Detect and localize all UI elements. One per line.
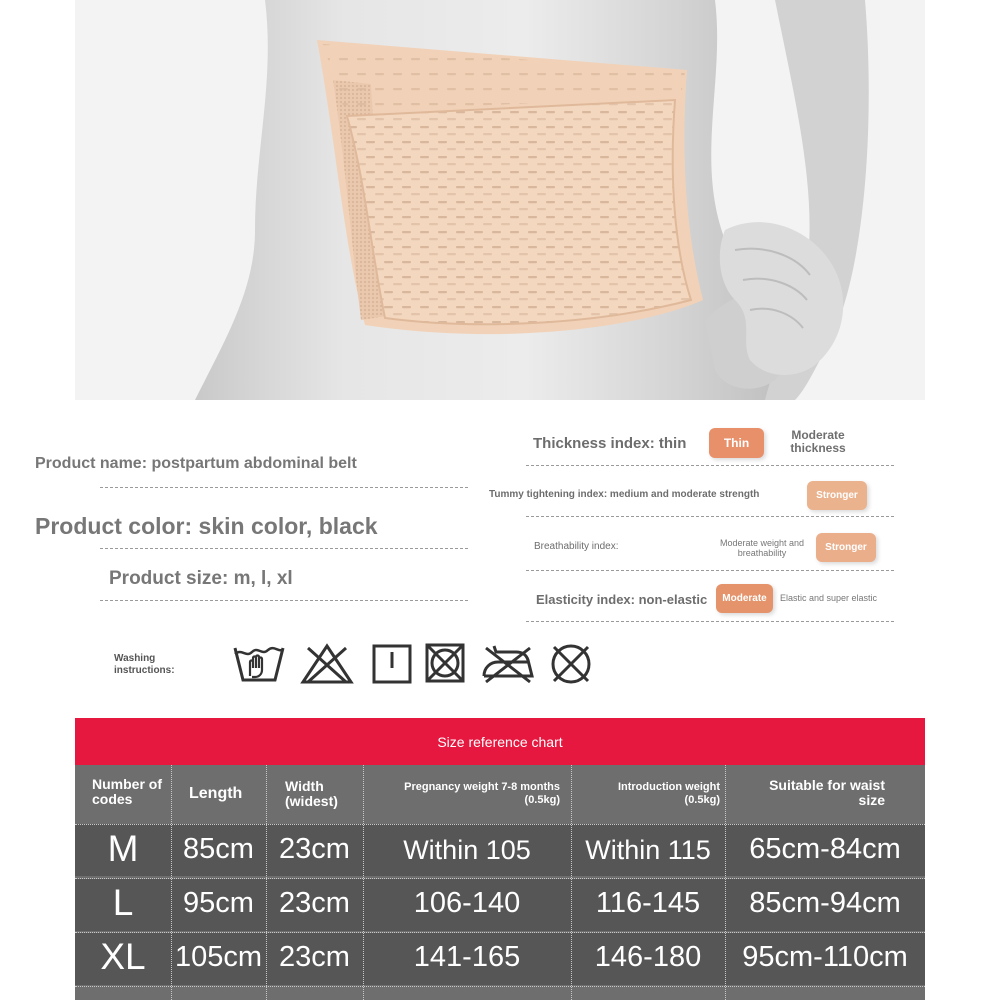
size-cell: XL <box>100 936 146 977</box>
elasticity-index-note: Elastic and super elastic <box>780 593 878 603</box>
header-width: Width (widest) <box>285 778 338 809</box>
divider <box>526 516 894 517</box>
tummy-index-label: Tummy tightening index: medium and moderate strength <box>489 489 760 500</box>
row-divider <box>75 932 925 933</box>
waist-size-cell: 65cm-84cm <box>749 833 901 865</box>
size-cell: L <box>112 882 134 923</box>
header-introduction-weight: Introduction weight (0.5kg) <box>617 781 720 806</box>
width-cell: 23cm <box>279 833 350 865</box>
size-chart-table <box>75 765 925 1000</box>
length-cell: 85cm <box>183 833 254 865</box>
pregnancy-weight-cell: 106-140 <box>413 887 521 919</box>
row-divider <box>75 986 925 987</box>
no-bleach-icon <box>300 640 354 686</box>
waist-size-cell: 95cm-110cm <box>742 941 908 973</box>
elasticity-index-label: Elasticity index: non-elastic <box>536 592 708 607</box>
breathability-index-badge: Stronger <box>816 533 876 562</box>
belt-photo-illustration <box>75 0 925 400</box>
thickness-index-badge: Thin <box>709 428 764 458</box>
product-photo <box>75 0 925 400</box>
size-chart-title: Size reference chart <box>75 718 925 765</box>
size-cell: M <box>107 828 139 869</box>
divider <box>526 570 894 571</box>
hand-wash-icon <box>232 640 286 686</box>
breathability-index-note: Moderate weight and breathability <box>719 538 805 558</box>
line-dry-icon <box>372 640 412 686</box>
row-divider <box>75 878 925 879</box>
divider <box>526 465 894 466</box>
length-cell: 95cm <box>183 887 254 919</box>
pregnancy-weight-cell: 141-165 <box>413 941 521 973</box>
waist-size-cell: 85cm-94cm <box>749 887 901 919</box>
introduction-weight-cell: 116-145 <box>595 887 701 919</box>
thickness-index-note: Moderate thickness <box>790 428 846 455</box>
width-cell: 23cm <box>279 887 350 919</box>
introduction-weight-cell: 146-180 <box>594 941 702 973</box>
length-cell: 105cm <box>174 941 263 973</box>
thickness-index-label: Thickness index: thin <box>533 435 687 452</box>
tummy-index-badge: Stronger <box>807 481 867 510</box>
elasticity-index-badge: Moderate <box>716 584 773 613</box>
product-name: Product name: postpartum abdominal belt <box>35 455 357 472</box>
no-iron-icon <box>480 640 536 686</box>
divider <box>100 487 468 488</box>
width-cell: 23cm <box>279 941 350 973</box>
header-number-of-codes: Number of codes <box>92 776 162 807</box>
no-dry-clean-icon <box>548 640 594 686</box>
breathability-index-label: Breathability index: <box>534 541 619 552</box>
introduction-weight-cell: Within 115 <box>585 835 711 865</box>
divider <box>100 600 468 601</box>
no-tumble-dry-icon <box>424 640 466 686</box>
header-waist-size: Suitable for waist size <box>769 777 885 808</box>
product-color: Product color: skin color, black <box>35 513 378 539</box>
washing-instructions-label: Washing instructions: <box>114 653 175 676</box>
divider <box>100 548 468 549</box>
row-divider <box>75 824 925 825</box>
product-size: Product size: m, l, xl <box>109 568 293 589</box>
header-pregnancy-weight: Pregnancy weight 7-8 months (0.5kg) <box>404 781 560 806</box>
divider <box>526 621 894 622</box>
header-length: Length <box>189 785 243 802</box>
pregnancy-weight-cell: Within 105 <box>403 835 531 865</box>
